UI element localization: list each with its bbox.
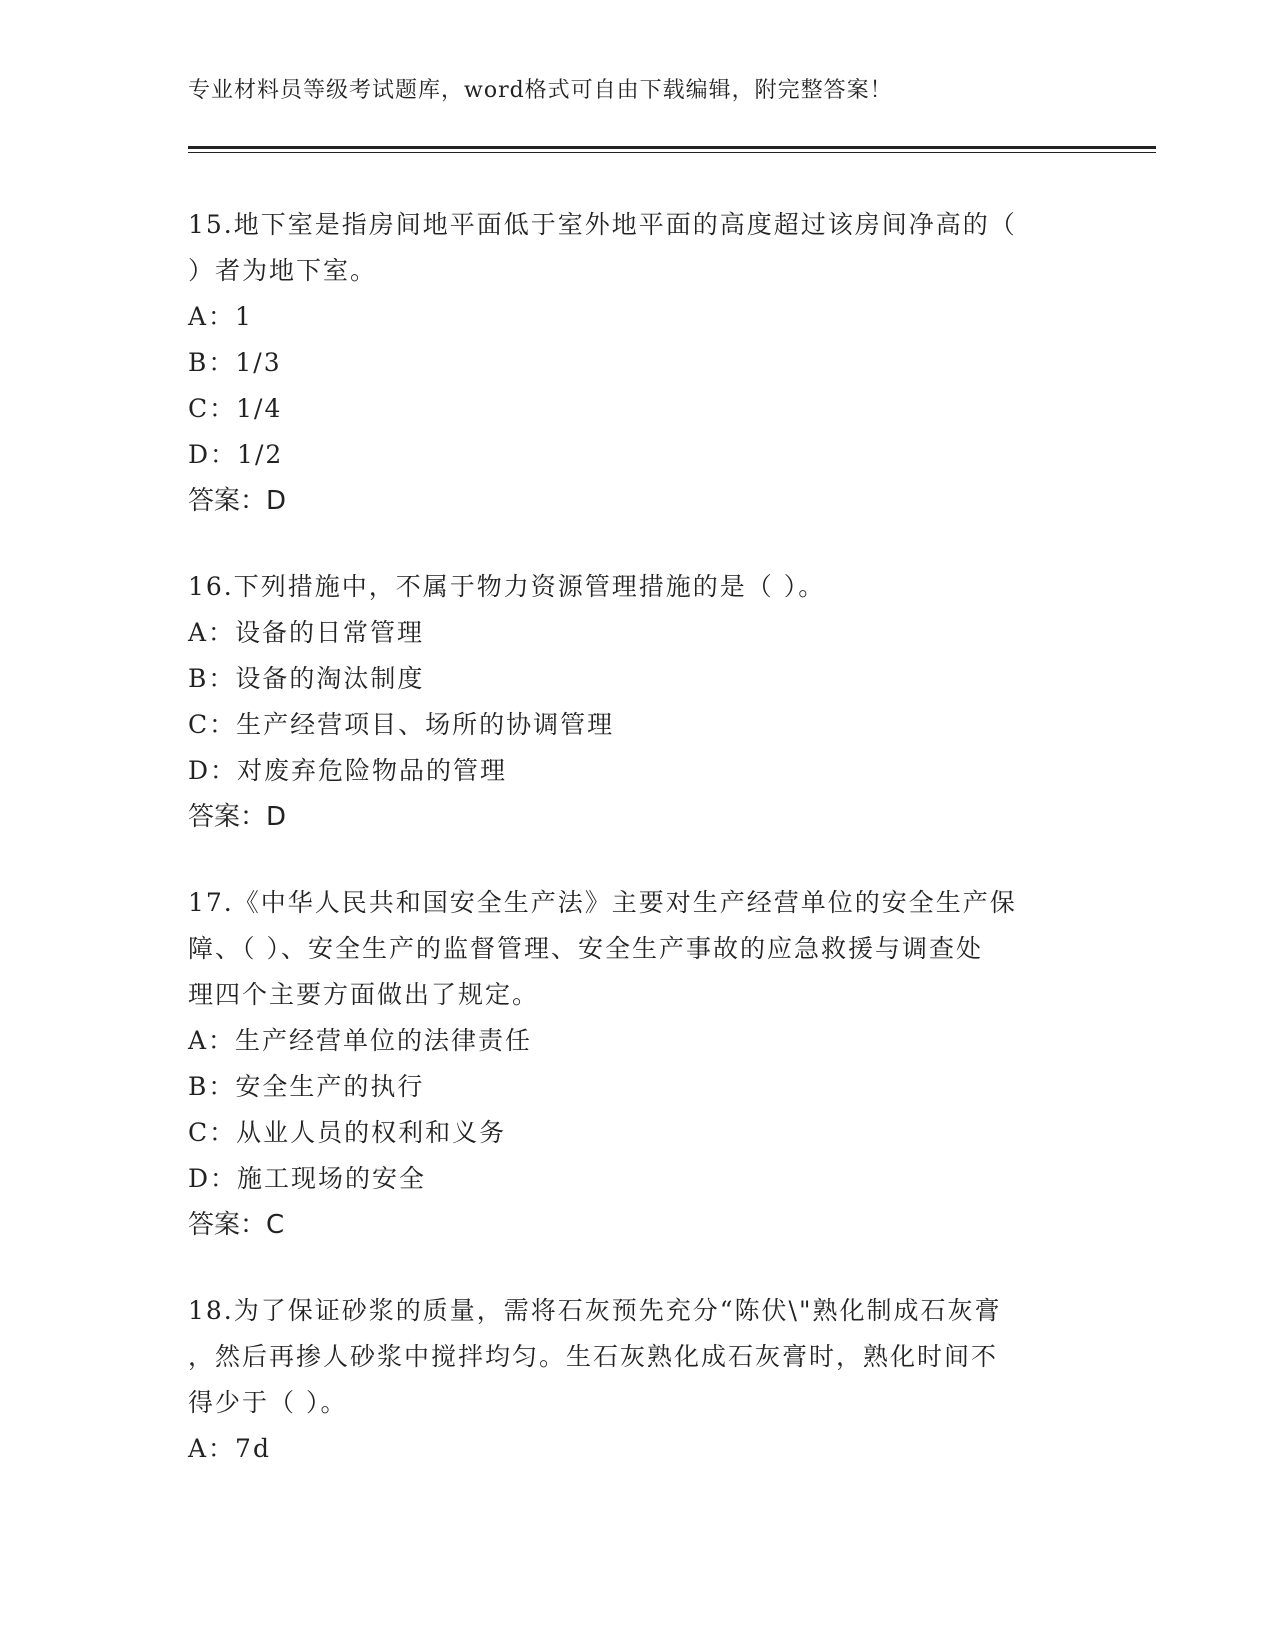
option-d: D：施工现场的安全 [188, 1164, 427, 1193]
option-c: C：从业人员的权利和义务 [188, 1118, 507, 1147]
question-stem: 15.地下室是指房间地平面低于室外地平面的高度超过该房间净高的（ ）者为地下室。 [188, 210, 1017, 285]
question-stem: 16.下列措施中，不属于物力资源管理措施的是（ ）。 [188, 572, 826, 601]
answer: 答案：D [188, 802, 287, 832]
option-b: B：安全生产的执行 [188, 1072, 425, 1101]
question-stem: 18.为了保证砂浆的质量，需将石灰预先充分“陈伏\"熟化制成石灰膏 ，然后再掺人砂浆中搅拌均匀。生石灰熟化成石灰膏时，熟化时间不 得少于（ ）。 [188, 1296, 1002, 1417]
question-18 [188, 1288, 1078, 1472]
header-rule-thick [188, 146, 1156, 149]
option-b: B：1/3 [188, 348, 282, 377]
option-d: D：对废弃危险物品的管理 [188, 756, 508, 785]
header-rule-thin [188, 152, 1156, 153]
answer: 答案：D [188, 486, 287, 516]
question-15 [188, 202, 1078, 524]
answer: 答案：C [188, 1210, 285, 1240]
question-stem: 17.《中华人民共和国安全生产法》主要对生产经营单位的安全生产保 障、（ ）、安全生产的监督管理、安全生产事故的应急救援与调查处 理四个主要方面做出了规定。 [188, 888, 1017, 1009]
option-d: D：1/2 [188, 440, 284, 469]
option-b: B：设备的淘汰制度 [188, 664, 425, 693]
question-17 [188, 880, 1078, 1248]
option-c: C：生产经营项目、场所的协调管理 [188, 710, 615, 739]
page-header-text: 专业材料员等级考试题库，word格式可自由下载编辑，附完整答案！ [188, 78, 893, 103]
option-a: A：1 [188, 302, 253, 331]
option-a: A：7d [188, 1434, 271, 1463]
option-c: C：1/4 [188, 394, 283, 423]
question-16 [188, 564, 1078, 840]
option-a: A：生产经营单位的法律责任 [188, 1026, 533, 1055]
option-a: A：设备的日常管理 [188, 618, 425, 647]
